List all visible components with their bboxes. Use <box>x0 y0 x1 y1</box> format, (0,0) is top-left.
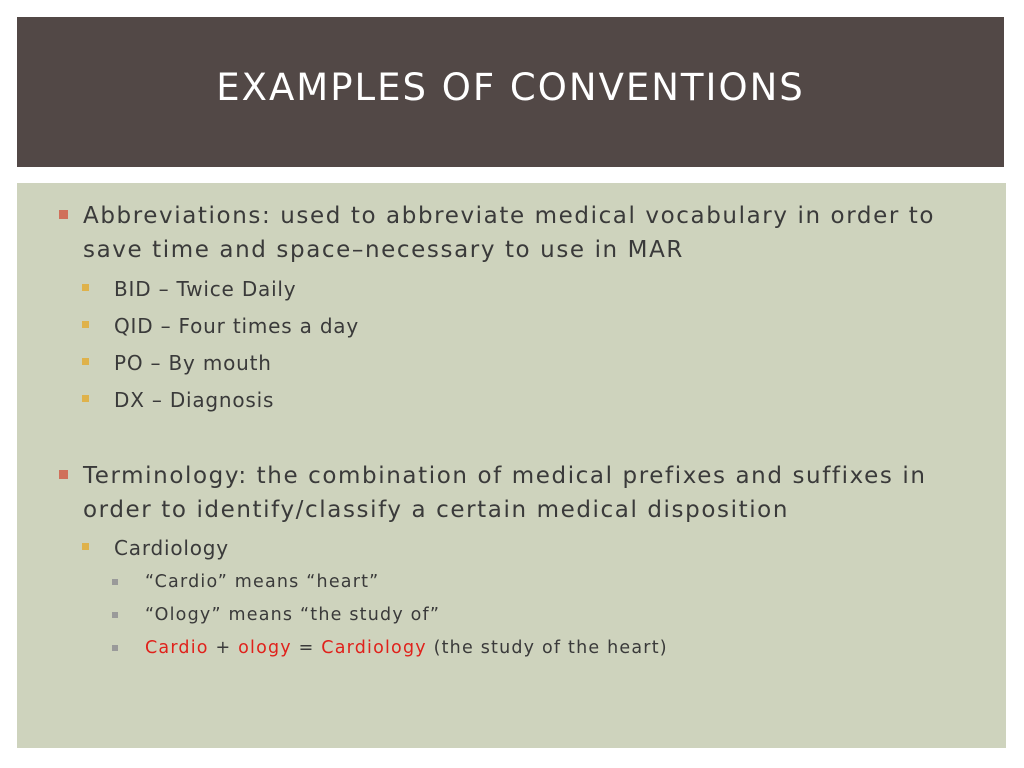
square-bullet-icon <box>82 395 89 402</box>
formula-result: Cardiology <box>321 638 427 658</box>
bullet-terminology <box>67 459 977 527</box>
square-bullet-icon <box>112 579 118 585</box>
square-bullet-icon <box>82 543 89 550</box>
square-bullet-icon <box>82 321 89 328</box>
bullet-abbreviations <box>67 199 977 267</box>
abbreviations-heading: Abbreviations: used to abbreviate medical vocabulary in order to save time and space–necessary to use in MAR <box>83 203 936 263</box>
formula-part2: ology <box>238 638 292 658</box>
square-bullet-icon <box>112 645 118 651</box>
list-item: PO – By mouth <box>97 348 272 378</box>
square-bullet-icon <box>112 612 118 618</box>
square-bullet-icon <box>59 470 68 479</box>
list-item: QID – Four times a day <box>97 311 359 341</box>
list-item <box>97 533 229 563</box>
formula-line <box>128 634 668 662</box>
list-item: “Cardio” means “heart” <box>128 568 379 596</box>
terminology-heading: Terminology: the combination of medical prefixes and suffixes in order to identify/classify a certain medical disposition <box>83 463 927 523</box>
list-item: DX – Diagnosis <box>97 385 274 415</box>
list-item: BID – Twice Daily <box>97 274 296 304</box>
terminology-sub: Cardiology <box>114 536 229 560</box>
square-bullet-icon <box>82 358 89 365</box>
title-bar <box>17 17 1004 167</box>
formula-note: (the study of the heart) <box>433 638 668 658</box>
square-bullet-icon <box>59 210 68 219</box>
formula-equals: = <box>298 638 315 658</box>
list-item: “Ology” means “the study of” <box>128 601 440 629</box>
slide-title: EXAMPLES OF CONVENTIONS <box>216 65 805 109</box>
formula-plus: + <box>215 638 232 658</box>
formula-part1: Cardio <box>145 638 209 658</box>
square-bullet-icon <box>82 284 89 291</box>
